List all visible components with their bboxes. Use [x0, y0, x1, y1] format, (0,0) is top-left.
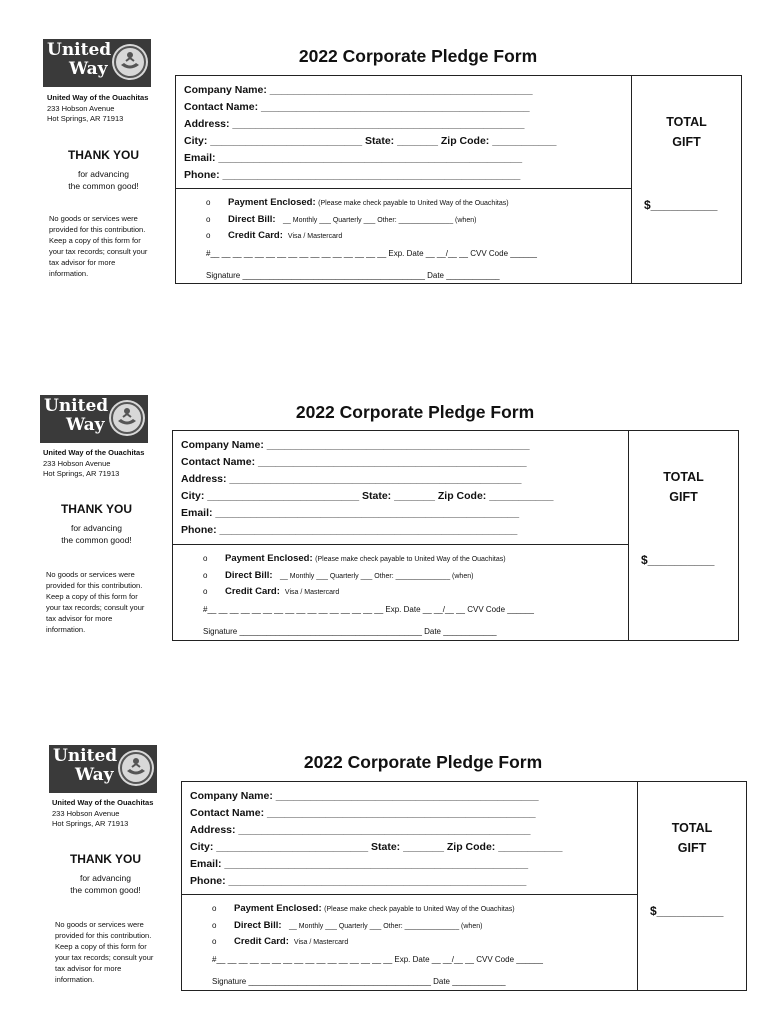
hand-emblem-icon: [109, 400, 145, 436]
disclaimer: No goods or services were provided for this contribution. Keep a copy of this form for your tax records; consult your tax advisor for more information.: [55, 920, 154, 984]
email-field[interactable]: Email: ____________________________________________________: [181, 507, 520, 519]
total-gift-box: TOTAL GIFT $__________: [628, 430, 739, 641]
org-street: 233 Hobson Avenue: [43, 458, 111, 468]
credit-card-radio[interactable]: o: [212, 937, 217, 946]
payment-enclosed-radio[interactable]: o: [206, 198, 211, 207]
page-title: 2022 Corporate Pledge Form: [303, 752, 543, 772]
company-name-field[interactable]: Company Name: _____________________________________________: [190, 790, 539, 802]
company-name-field[interactable]: Company Name: _____________________________________________: [184, 84, 533, 96]
hand-emblem-icon: [118, 750, 154, 786]
total-gift-box: TOTAL GIFT $__________: [631, 75, 742, 284]
org-street: 233 Hobson Avenue: [47, 103, 115, 113]
card-number-line[interactable]: #__ __ __ __ __ __ __ __ __ __ __ __ __ __ __ __ Exp. Date __ __/__ __ CVV Code ______: [206, 248, 537, 258]
pledge-form-2: United Way United Way of the Ouachitas 233 Hobson Avenue Hot Springs, AR 71913 THANK YOU for advancing the common good! No goods or services were provided for this contribution. Keep a copy of this form for your tax records; consult your tax advisor for more information. 2022 Corporate Pledge Form Company Name: _____________________________________________ Contact Name: ______________________________________________ Address: __________________________________________________ City: __________________________ State: _______ Zip Code: ___________ Email: ____________________________________________________ Phone: ___________________________________________________ o Payment Enclosed: (Please make check payable to United Way of the Ouachitas) o Direct Bill: __ Monthly ___ Quarterly ___ Other: ______________ (when) o Credit Card: Visa / Mastercard #__ __ __ __ __ __ __ __ __ __ __ __ __ __ __ __ Exp. Date __ __/__ __ CVV Code ______ Signature _________________________________________ Date ____________ TOTAL GIFT $__________: [0, 356, 770, 656]
direct-bill-options[interactable]: __ Monthly ___ Quarterly ___ Other: ______________ (when): [283, 216, 477, 224]
contact-name-field[interactable]: Contact Name: ______________________________________________: [190, 807, 536, 819]
org-name: United Way of the Ouachitas: [43, 448, 145, 457]
contact-name-field[interactable]: Contact Name: ______________________________________________: [184, 101, 530, 113]
payment-enclosed-radio[interactable]: o: [203, 554, 208, 563]
org-city: Hot Springs, AR 71913: [52, 819, 129, 828]
payment-enclosed-radio[interactable]: o: [212, 904, 217, 913]
city-state-zip-field[interactable]: City: __________________________ State: _______ Zip Code: ___________: [181, 490, 554, 502]
contact-name-field[interactable]: Contact Name: ______________________________________________: [181, 456, 527, 468]
org-city: Hot Springs, AR 71913: [47, 114, 124, 123]
contact-section: [172, 430, 629, 545]
credit-card-radio[interactable]: o: [203, 587, 208, 596]
payment-section: o Payment Enclosed: (Please make check payable to United Way of the Ouachitas) o Direct Bill: __ Monthly ___ Quarterly ___ Other: ______________ (when) o Credit Card: Visa / Mastercard #__ __ __ __ __ __ __ __ __ __ __ __ __ __ __ __ Exp. Date __ __/__ __ CVV Code ______ Signature _________________________________________ Date ____________: [175, 188, 632, 284]
company-name-field[interactable]: Company Name: _____________________________________________: [181, 439, 530, 451]
signature-line[interactable]: Signature _________________________________________ Date ____________: [206, 271, 500, 280]
contact-section: [181, 781, 638, 895]
page-title: 2022 Corporate Pledge Form: [295, 402, 535, 422]
org-street: 233 Hobson Avenue: [52, 808, 120, 818]
total-gift-box: TOTAL GIFT $__________: [637, 781, 747, 991]
pledge-form-1: United Way United Way of the Ouachitas 233 Hobson Avenue Hot Springs, AR 71913 THANK YOU for advancing the common good! No goods or services were provided for this contribution. Keep a copy of this form for your tax records; consult your tax advisor for more information. 2022 Corporate Pledge Form Company Name: _____________________________________________ Contact Name: ______________________________________________ Address: __________________________________________________ City: __________________________ State: _______ Zip Code: ___________ Email: ____________________________________________________ Phone: ___________________________________________________ o Payment Enclosed: (Please make check payable to United Way of the Ouachitas) o Direct Bill: __ Monthly ___ Quarterly ___ Other: ______________ (when) o Credit Card: Visa / Mastercard #__ __ __ __ __ __ __ __ __ __ __ __ __ __ __ __ Exp. Date __ __/__ __ CVV Code ______ Signature _________________________________________ Date ____________ TOTAL GIFT $__________: [0, 0, 770, 300]
united-way-logo: United Way: [40, 395, 148, 443]
direct-bill-radio[interactable]: o: [203, 570, 208, 580]
disclaimer: No goods or services were provided for this contribution. Keep a copy of this form for your tax records; consult your tax advisor for more information.: [49, 214, 148, 278]
email-field[interactable]: Email: ____________________________________________________: [190, 858, 529, 870]
direct-bill-options[interactable]: __ Monthly ___ Quarterly ___ Other: ______________ (when): [289, 922, 483, 930]
direct-bill-options[interactable]: __ Monthly ___ Quarterly ___ Other: ______________ (when): [280, 572, 474, 580]
address-field[interactable]: Address: __________________________________________________: [190, 824, 531, 836]
payment-section: o Payment Enclosed: (Please make check payable to United Way of the Ouachitas) o Direct Bill: __ Monthly ___ Quarterly ___ Other: ______________ (when) o Credit Card: Visa / Mastercard #__ __ __ __ __ __ __ __ __ __ __ __ __ __ __ __ Exp. Date __ __/__ __ CVV Code ______ Signature _________________________________________ Date ____________: [172, 544, 629, 641]
address-field[interactable]: Address: __________________________________________________: [181, 473, 522, 485]
phone-field[interactable]: Phone: ___________________________________________________: [184, 169, 521, 181]
thank-you: THANK YOU: [69, 852, 142, 866]
hand-emblem-icon: [112, 44, 148, 80]
total-amount-field[interactable]: $__________: [644, 198, 718, 212]
signature-line[interactable]: Signature _________________________________________ Date ____________: [203, 627, 497, 636]
thank-you: THANK YOU: [67, 148, 140, 162]
direct-bill-radio[interactable]: o: [212, 920, 217, 930]
phone-field[interactable]: Phone: ___________________________________________________: [190, 875, 527, 887]
org-name: United Way of the Ouachitas: [47, 93, 149, 102]
united-way-logo: United Way: [49, 745, 157, 793]
address-field[interactable]: Address: __________________________________________________: [184, 118, 525, 130]
page-title: 2022 Corporate Pledge Form: [298, 46, 538, 66]
total-amount-field[interactable]: $__________: [650, 904, 724, 918]
card-number-line[interactable]: #__ __ __ __ __ __ __ __ __ __ __ __ __ __ __ __ Exp. Date __ __/__ __ CVV Code ______: [212, 954, 543, 964]
direct-bill-radio[interactable]: o: [206, 214, 211, 224]
org-name: United Way of the Ouachitas: [52, 798, 154, 807]
card-number-line[interactable]: #__ __ __ __ __ __ __ __ __ __ __ __ __ __ __ __ Exp. Date __ __/__ __ CVV Code ______: [203, 604, 534, 614]
city-state-zip-field[interactable]: City: __________________________ State: _______ Zip Code: ___________: [184, 135, 557, 147]
phone-field[interactable]: Phone: ___________________________________________________: [181, 524, 518, 536]
credit-card-radio[interactable]: o: [206, 231, 211, 240]
contact-section: [175, 75, 632, 189]
disclaimer: No goods or services were provided for this contribution. Keep a copy of this form for your tax records; consult your tax advisor for more information.: [46, 570, 145, 634]
org-city: Hot Springs, AR 71913: [43, 469, 120, 478]
email-field[interactable]: Email: ____________________________________________________: [184, 152, 523, 164]
united-way-logo: United Way: [43, 39, 151, 87]
payment-section: o Payment Enclosed: (Please make check payable to United Way of the Ouachitas) o Direct Bill: __ Monthly ___ Quarterly ___ Other: ______________ (when) o Credit Card: Visa / Mastercard #__ __ __ __ __ __ __ __ __ __ __ __ __ __ __ __ Exp. Date __ __/__ __ CVV Code ______ Signature _________________________________________ Date ____________: [181, 894, 638, 991]
city-state-zip-field[interactable]: City: __________________________ State: _______ Zip Code: ___________: [190, 841, 563, 853]
thank-you: THANK YOU: [60, 502, 133, 516]
signature-line[interactable]: Signature _________________________________________ Date ____________: [212, 977, 506, 986]
total-amount-field[interactable]: $__________: [641, 553, 715, 567]
pledge-form-3: United Way United Way of the Ouachitas 233 Hobson Avenue Hot Springs, AR 71913 THANK YOU for advancing the common good! No goods or services were provided for this contribution. Keep a copy of this form for your tax records; consult your tax advisor for more information. 2022 Corporate Pledge Form Company Name: _____________________________________________ Contact Name: ______________________________________________ Address: __________________________________________________ City: __________________________ State: _______ Zip Code: ___________ Email: ____________________________________________________ Phone: ___________________________________________________ o Payment Enclosed: (Please make check payable to United Way of the Ouachitas) o Direct Bill: __ Monthly ___ Quarterly ___ Other: ______________ (when) o Credit Card: Visa / Mastercard #__ __ __ __ __ __ __ __ __ __ __ __ __ __ __ __ Exp. Date __ __/__ __ CVV Code ______ Signature _________________________________________ Date ____________ TOTAL GIFT $__________: [0, 706, 770, 1006]
